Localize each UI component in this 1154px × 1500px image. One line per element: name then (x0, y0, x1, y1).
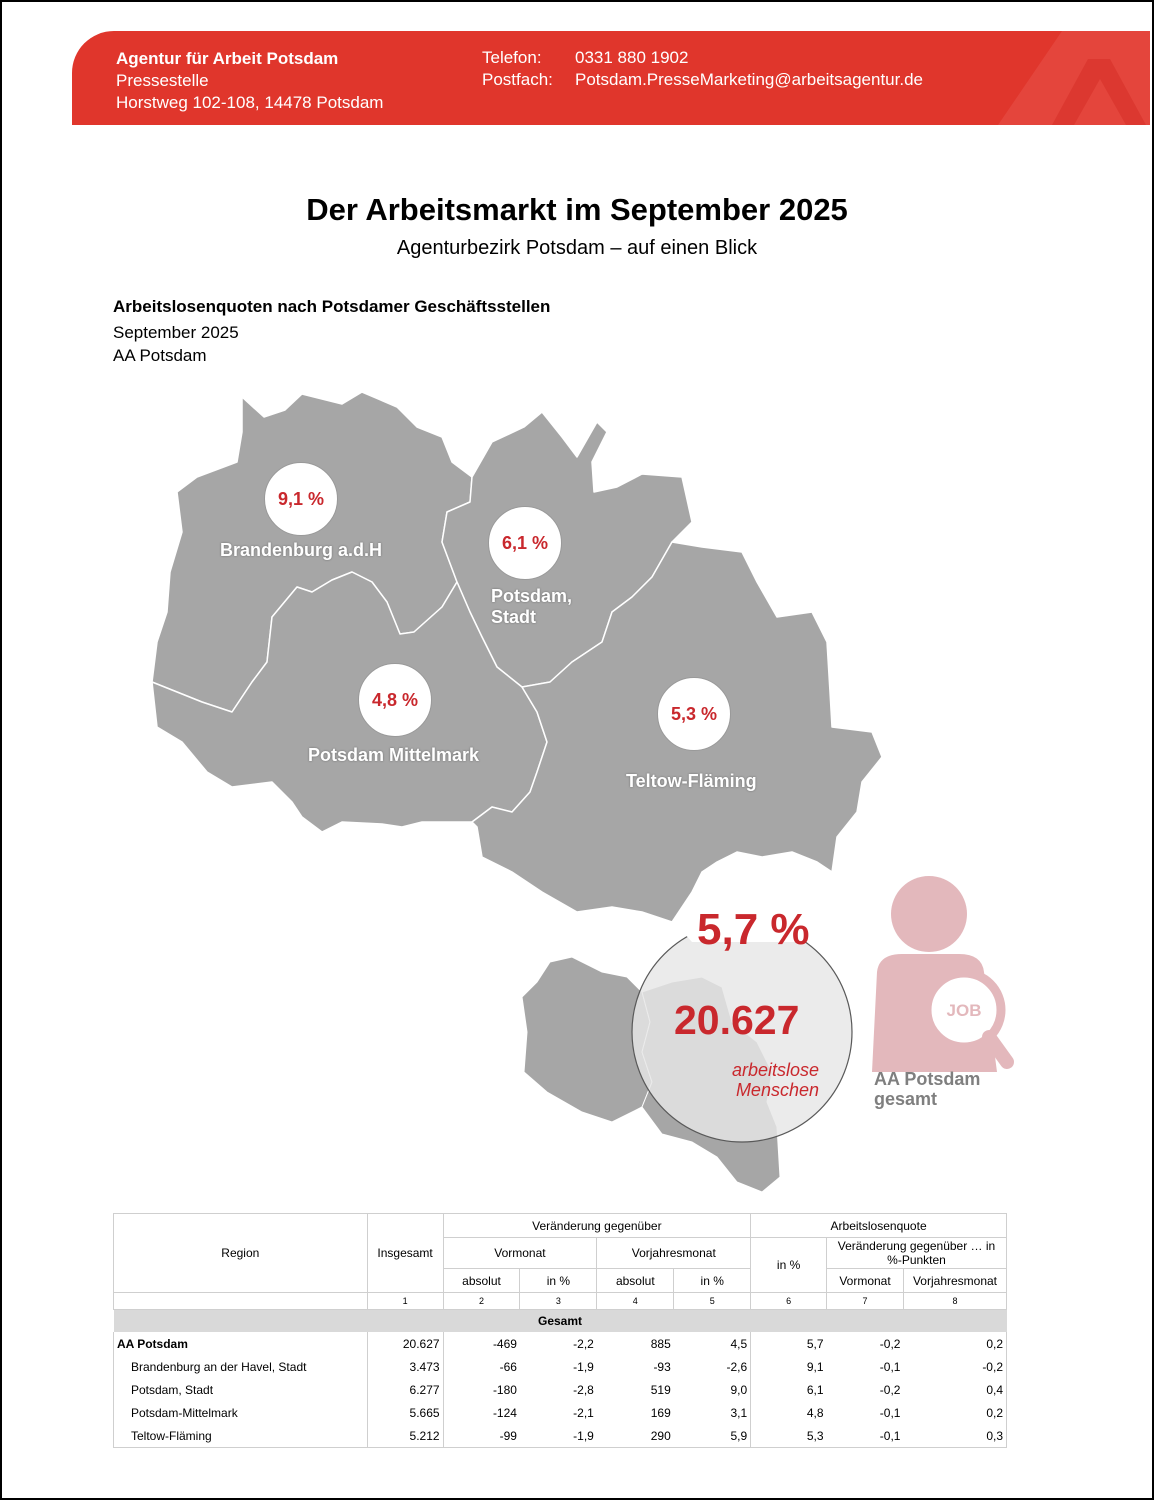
th-colnum-blank (114, 1293, 368, 1310)
cell-vm-pct: -2,8 (573, 1382, 594, 1397)
cell-quote-vj: 0,4 (903, 1378, 1006, 1401)
th-colnum: 4 (597, 1293, 674, 1310)
total-label-line2: gesamt (874, 1089, 938, 1109)
total-text-line2: Menschen (735, 1080, 819, 1100)
cell-quote-vm: -0,2 (879, 1382, 901, 1397)
row-region: AA Potsdam (114, 1332, 368, 1355)
th-veraenderung: Veränderung gegenüber (443, 1214, 751, 1238)
table-row (114, 1332, 1007, 1355)
cell-quote: 4,8 (751, 1401, 827, 1424)
region-label-potsdam-stadt (491, 586, 572, 628)
th-colnum: 1 (367, 1293, 443, 1310)
job-icon-text: JOB (946, 1001, 982, 1020)
cell-vj-pct: 3,1 (730, 1405, 748, 1420)
rate-circle-potsdam-stadt: 6,1 % (488, 506, 562, 580)
th-quote-vormonat: Vormonat (827, 1269, 904, 1293)
organization-address: Horstweg 102-108, 14478 Potsdam (116, 93, 384, 112)
th-quote: Arbeitslosenquote (751, 1214, 1007, 1238)
phone-value: 0331 880 1902 (575, 48, 689, 67)
cell-insgesamt: 6.277 (367, 1378, 443, 1401)
cell-vj-absolut: 519 (650, 1382, 671, 1397)
th-vorjahr-in-pct: in % (674, 1269, 751, 1293)
cell-quote-vm: -0,1 (879, 1405, 901, 1420)
total-text-line1: arbeitslose (731, 1060, 819, 1080)
cell-vj-absolut: -93 (653, 1359, 671, 1374)
cell-vj-pct: 4,5 (730, 1336, 748, 1351)
table-row (114, 1378, 1007, 1401)
region-label-brandenburg: Brandenburg a.d.H (220, 540, 383, 560)
row-region: Potsdam-Mittelmark (114, 1401, 368, 1424)
header-banner (72, 31, 1150, 125)
cell-vm-pct: -1,9 (573, 1359, 594, 1374)
mail-value: Potsdam.PresseMarketing@arbeitsagentur.de (575, 70, 923, 89)
cell-vj-pct: 9,0 (730, 1382, 748, 1397)
statistics-table (113, 1213, 1007, 1448)
cell-quote: 5,7 (751, 1332, 827, 1355)
contact-block (482, 47, 923, 91)
organization-department: Pressestelle (116, 71, 209, 90)
cell-quote: 6,1 (751, 1378, 827, 1401)
cell-quote-vm: -0,2 (879, 1336, 901, 1351)
page-subtitle: Agenturbezirk Potsdam – auf einen Blick (396, 237, 758, 259)
th-vormonat-absolut: absolut (443, 1269, 520, 1293)
rate-circle-potsdam-mittelmark: 4,8 % (358, 663, 432, 737)
total-label-line1: AA Potsdam (874, 1069, 981, 1089)
cell-vj-absolut: 885 (650, 1336, 671, 1351)
mail-label: Postfach: (482, 70, 553, 89)
th-vormonat-in-pct: in % (520, 1269, 597, 1293)
total-unemployed-count: 20.627 (674, 997, 800, 1043)
table-row (114, 1401, 1007, 1424)
section-title: Arbeitslosenquoten nach Potsdamer Geschäftsstellen (113, 297, 551, 316)
cell-vm-absolut: -180 (443, 1378, 520, 1401)
cell-quote-vm: -0,1 (879, 1359, 901, 1374)
cell-vm-pct: -2,2 (573, 1336, 594, 1351)
th-veraenderung-pp: Veränderung gegenüber … in %-Punkten (827, 1238, 1007, 1269)
cell-vm-pct: -1,9 (520, 1424, 597, 1448)
region-label-potsdam-mittelmark: Potsdam Mittelmark (308, 745, 480, 765)
th-colnum: 7 (827, 1293, 904, 1310)
cell-quote: 5,3 (751, 1424, 827, 1448)
cell-vm-absolut: -469 (443, 1332, 520, 1355)
cell-quote-vj: 0,3 (903, 1424, 1006, 1448)
cell-insgesamt: 20.627 (367, 1332, 443, 1355)
region-label-potsdam-stadt-line1: Potsdam, (491, 586, 573, 606)
phone-label: Telefon: (482, 48, 542, 67)
cell-vj-pct: -2,6 (726, 1359, 748, 1374)
total-label (874, 1069, 980, 1109)
cell-quote: 9,1 (751, 1355, 827, 1378)
job-search-person-icon (872, 876, 1007, 1072)
cell-vj-absolut: 169 (650, 1405, 671, 1420)
th-colnum: 8 (903, 1293, 1006, 1310)
th-quote-vorjahresmonat: Vorjahresmonat (903, 1269, 1006, 1293)
table-group-label: Gesamt (114, 1310, 1007, 1333)
th-insgesamt: Insgesamt (367, 1214, 443, 1293)
section-area: AA Potsdam (113, 346, 207, 365)
cell-quote-vj: -0,2 (903, 1355, 1006, 1378)
rate-circle-brandenburg: 9,1 % (264, 462, 338, 536)
page-title: Der Arbeitsmarkt im September 2025 (306, 192, 848, 227)
organization-block (116, 48, 383, 114)
cell-insgesamt: 5.665 (367, 1401, 443, 1424)
total-rate: 5,7 % (697, 905, 810, 954)
table-row (114, 1424, 1007, 1448)
row-region: Teltow-Fläming (114, 1424, 368, 1448)
organization-name: Agentur für Arbeit Potsdam (116, 49, 339, 68)
cell-vm-pct: -2,1 (573, 1405, 594, 1420)
agency-logo-watermark-icon (990, 31, 1150, 125)
rate-circle-teltow-flaeming: 5,3 % (657, 677, 731, 751)
cell-quote-vj: 0,2 (903, 1332, 1006, 1355)
th-vorjahresmonat: Vorjahresmonat (597, 1238, 751, 1269)
section-period: September 2025 (113, 323, 239, 342)
th-colnum: 2 (443, 1293, 520, 1310)
cell-vj-pct: 5,9 (674, 1424, 751, 1448)
cell-quote-vm: -0,1 (827, 1424, 904, 1448)
th-vormonat: Vormonat (443, 1238, 597, 1269)
region-label-teltow-flaeming: Teltow-Fläming (626, 771, 757, 791)
cell-vm-absolut: -124 (443, 1401, 520, 1424)
th-region: Region (114, 1214, 368, 1293)
cell-vm-absolut: -66 (443, 1355, 520, 1378)
row-region: Potsdam, Stadt (114, 1378, 368, 1401)
row-region: Brandenburg an der Havel, Stadt (114, 1355, 368, 1378)
th-colnum: 6 (751, 1293, 827, 1310)
total-unemployed-text (692, 1060, 819, 1100)
cell-insgesamt: 5.212 (367, 1424, 443, 1448)
region-label-potsdam-stadt-line2: Stadt (491, 607, 536, 627)
cell-vj-absolut: 290 (597, 1424, 674, 1448)
cell-insgesamt: 3.473 (367, 1355, 443, 1378)
cell-quote-vj: 0,2 (903, 1401, 1006, 1424)
table-row (114, 1355, 1007, 1378)
th-colnum: 3 (520, 1293, 597, 1310)
th-colnum: 5 (674, 1293, 751, 1310)
th-vorjahr-absolut: absolut (597, 1269, 674, 1293)
th-quote-in-pct: in % (751, 1238, 827, 1293)
cell-vm-absolut: -99 (443, 1424, 520, 1448)
